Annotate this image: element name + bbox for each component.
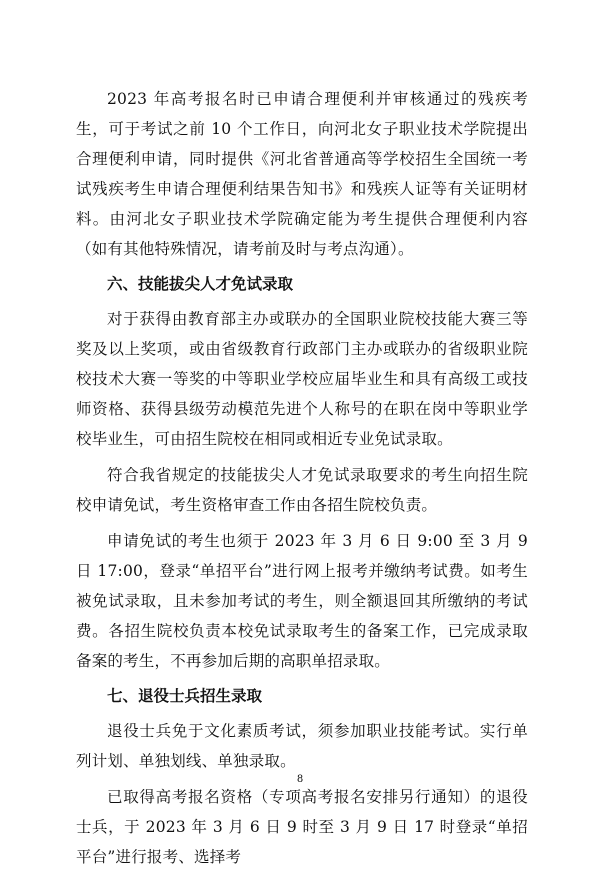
heading-section-7: 七、退役士兵招生录取 bbox=[107, 687, 263, 705]
paragraph-veterans-registration: 已取得高考报名资格（专项高考报名安排另行通知）的退役士兵，于 2023 年 3 月 6 日 9 时至 3 月 9 日 17 时登录“单招平台”进行报考、选择考 bbox=[76, 788, 528, 866]
paragraph-exemption-registration: 申请免试的考生也须于 2023 年 3 月 6 日 9:00 至 3 月 9 日 17:00，登录“单招平台”进行网上报考并缴纳考试费。如考生被免试录取，且未参加考试的考生，则全额退回其所缴纳的考试费。各招生院校负责本校免试录取考生的备案工作，已完成录取备案的考生，不再参加后期的高职单招录取。 bbox=[76, 532, 528, 670]
page-number: 8 bbox=[296, 774, 304, 785]
paragraph-exemption-application: 符合我省规定的技能拔尖人才免试录取要求的考生向招生院校申请免试，考生资格审查工作由各招生院校负责。 bbox=[76, 466, 528, 514]
paragraph-skill-awards: 对于获得由教育部主办或联办的全国职业院校技能大赛三等奖及以上奖项，或由省级教育行政部门主办或联办的省级职业院校技术大赛一等奖的中等职业学校应届毕业生和具有高级工或技师资格、获得县级劳动模范先进个人称号的在职在岗中等职业学校毕业生，可由招生院校在相同或相近专业免试录取。 bbox=[76, 310, 528, 448]
paragraph-disabled-candidates: 2023 年高考报名时已申请合理便利并审核通过的残疾考生，可于考试之前 10 个工作日，向河北女子职业技术学院提出合理便利申请，同时提供《河北省普通高等学校招生全国统一考试残疾考生申请合理便利结果告知书》和残疾人证等有关证明材料。由河北女子职业技术学院确定能为考生提供合理便利内容（如有其他特殊情况，请考前及时与考点沟通）。 bbox=[76, 90, 528, 258]
document-body bbox=[76, 84, 528, 872]
heading-section-6: 六、技能拔尖人才免试录取 bbox=[107, 275, 294, 293]
paragraph-veterans-exam: 退役士兵免于文化素质考试，须参加职业技能考试。实行单列计划、单独划线、单独录取。 bbox=[76, 722, 528, 770]
